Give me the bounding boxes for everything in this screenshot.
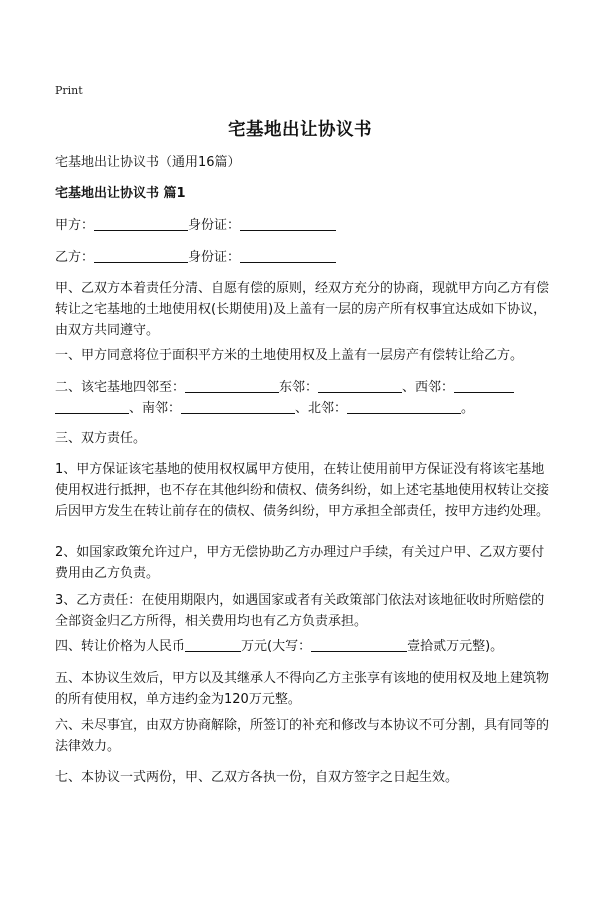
party-a-line — [55, 215, 550, 236]
clause-3-2: 2、如国家政策允许过户，甲方无偿协助乙方办理过户手续，有关过户甲、乙双方要付费用由乙方负责。 — [55, 545, 545, 581]
clause-3-1: 1、甲方保证该宅基地的使用权权属甲方使用，在转让使用前甲方保证没有将该宅基地使用权进行抵押，也不存在其他纠纷和债权、债务纠纷，如上述宅基地使用权转让交接后因甲方发生在转让前存在的债权、债务纠纷，甲方承担全部责任，按甲方违约处理。 — [55, 462, 550, 519]
east-label: 东邻： — [279, 380, 319, 395]
party-b-line — [55, 247, 550, 268]
north-blank — [347, 398, 461, 414]
clause-2-prefix: 二、该宅基地四邻至： — [55, 380, 186, 395]
west-blank-cont — [55, 398, 129, 414]
clause-4-end: 壹拾贰万元整)。 — [407, 639, 504, 654]
north-label: 、北邻： — [295, 401, 348, 416]
page-title: 宅基地出让协议书 — [228, 120, 372, 140]
clause-6: 六、未尽事宜，由双方协商解除，所签订的补充和修改与本协议不可分割，具有同等的法律效力。 — [55, 718, 550, 754]
clause-3-3: 3、乙方责任：在使用期限内，如遇国家或者有关政策部门依法对该地征收时所赔偿的全部资金归乙方所得，相关费用均也有乙方负责承担。 — [55, 593, 545, 629]
south-label: 、南邻： — [129, 401, 182, 416]
clause-2-end: 。 — [461, 401, 475, 416]
clause-3-heading: 三、双方责任。 — [55, 431, 147, 446]
clause-5: 五、本协议生效后，甲方以及其继承人不得向乙方主张享有该地的使用权及地上建筑物的所有使用权，单方违约金为120万元整。 — [55, 671, 550, 707]
clause-4-mid: 万元(大写： — [241, 639, 312, 654]
party-a-id-label: 身份证： — [188, 218, 241, 233]
east-blank — [318, 377, 402, 393]
party-a-label: 甲方： — [55, 218, 95, 233]
price-words-blank — [311, 636, 407, 652]
section-heading: 宅基地出让协议书 篇1 — [55, 186, 186, 201]
clause-4 — [55, 636, 550, 657]
document-subtitle: 宅基地出让协议书（通用16篇） — [55, 155, 241, 170]
clause-1: 一、甲方同意将位于面积平方米的土地使用权及上盖有一层房产有偿转让给乙方。 — [55, 348, 524, 363]
party-b-name-blank — [94, 247, 188, 263]
party-b-label: 乙方： — [55, 250, 95, 265]
west-label: 、西邻： — [402, 380, 455, 395]
party-a-id-blank — [240, 215, 336, 231]
west-blank — [454, 377, 514, 393]
print-label: Print — [55, 84, 83, 97]
price-blank — [185, 636, 241, 652]
boundary-blank — [185, 377, 279, 393]
party-b-id-label: 身份证： — [188, 250, 241, 265]
party-b-id-blank — [240, 247, 336, 263]
intro-paragraph: 甲、乙双方本着责任分清、自愿有偿的原则，经双方充分的协商，现就甲方向乙方有偿转让之宅基地的土地使用权(长期使用)及上盖有一层的房产所有权事宜达成如下协议，由双方共同遵守。 — [55, 281, 550, 338]
clause-7: 七、本协议一式两份，甲、乙双方各执一份，自双方签字之日起生效。 — [55, 770, 459, 785]
south-blank — [181, 398, 295, 414]
clause-2 — [55, 377, 550, 419]
clause-4-prefix: 四、转让价格为人民币 — [55, 639, 186, 654]
party-a-name-blank — [94, 215, 188, 231]
